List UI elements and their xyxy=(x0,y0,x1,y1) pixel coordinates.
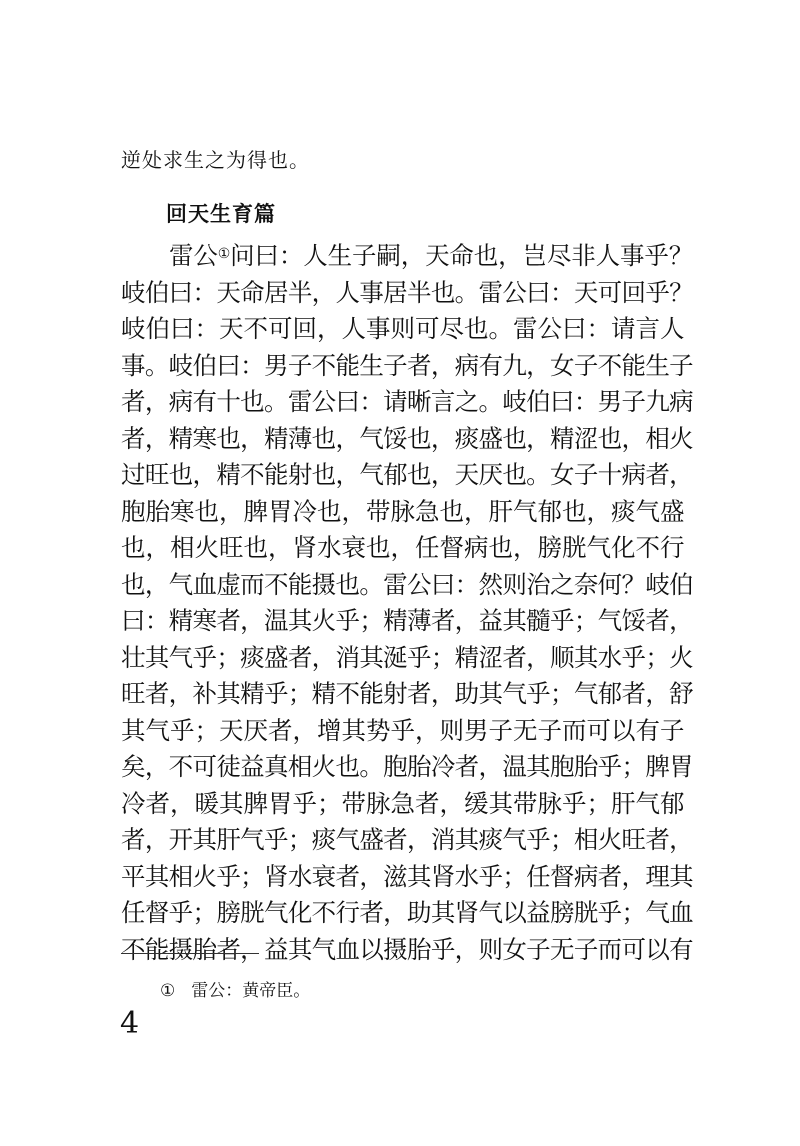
footnote-divider xyxy=(121,953,259,954)
body-line: 壮其气乎；痰盛者，消其涎乎；精涩者，顺其水乎；火 xyxy=(121,642,693,672)
body-line-start: 雷公 xyxy=(169,241,218,270)
page-number: 4 xyxy=(120,1006,140,1041)
body-line: 胞胎寒也，脾胃冷也，带脉急也，肝气郁也，痰气盛 xyxy=(121,496,685,526)
body-line: 其气乎；天厌者，增其势乎，则男子无子而可以有子 xyxy=(121,715,685,745)
body-line: 者，开其肝气乎；痰气盛者，消其痰气乎；相火旺者， xyxy=(121,825,693,854)
body-line: 岐伯曰：天不可回，人事则可尽也。雷公曰：请言人 xyxy=(121,314,685,343)
body-line: 不能摄胎者，益其气血以摄胎乎，则女子无子而可以有 xyxy=(121,934,693,964)
body-line: 冷者，暖其脾胃乎；带脉急者，缓其带脉乎；肝气郁 xyxy=(121,788,685,818)
footnote-text: 雷公：黄帝臣。 xyxy=(191,981,311,1001)
body-line-rest: 问曰：人生子嗣，天命也，岂尽非人事乎？ xyxy=(230,241,694,270)
body-line: 旺者，补其精乎；精不能射者，助其气乎；气郁者，舒 xyxy=(121,679,693,708)
body-line: 也，相火旺也，肾水衰也，任督病也，膀胱气化不行 xyxy=(121,533,685,562)
footnote-mark: ① xyxy=(160,981,176,1001)
footnote xyxy=(160,976,310,1001)
body-line: 岐伯曰：天命居半，人事居半也。雷公曰：天可回乎？ xyxy=(121,277,693,307)
intro-line: 逆处求生之为得也。 xyxy=(121,148,310,172)
section-title: 回天生育篇 xyxy=(166,202,276,226)
body-line: 矣，不可徒益真相火也。胞胎冷者，温其胞胎乎；脾胃 xyxy=(121,752,693,781)
body-line: 过旺也，精不能射也，气郁也，天厌也。女子十病者， xyxy=(121,460,693,489)
body-line xyxy=(121,238,693,275)
body-line: 平其相火乎；肾水衰者，滋其肾水乎；任督病者，理其 xyxy=(121,861,693,891)
footnote-reference[interactable]: ① xyxy=(217,246,231,262)
body-text xyxy=(121,238,693,968)
body-line: 者，病有十也。雷公曰：请晰言之。岐伯曰：男子九病 xyxy=(121,387,693,416)
body-line: 事。岐伯曰：男子不能生子者，病有九，女子不能生子 xyxy=(121,350,693,380)
body-line: 者，精寒也，精薄也，气馁也，痰盛也，精涩也，相火 xyxy=(121,423,693,453)
body-line: 也，气血虚而不能摄也。雷公曰：然则治之奈何？岐伯 xyxy=(121,569,693,599)
body-line: 曰：精寒者，温其火乎；精薄者，益其髓乎；气馁者， xyxy=(121,606,693,635)
body-line: 任督乎；膀胱气化不行者，助其肾气以益膀胱乎；气血 xyxy=(121,898,693,927)
